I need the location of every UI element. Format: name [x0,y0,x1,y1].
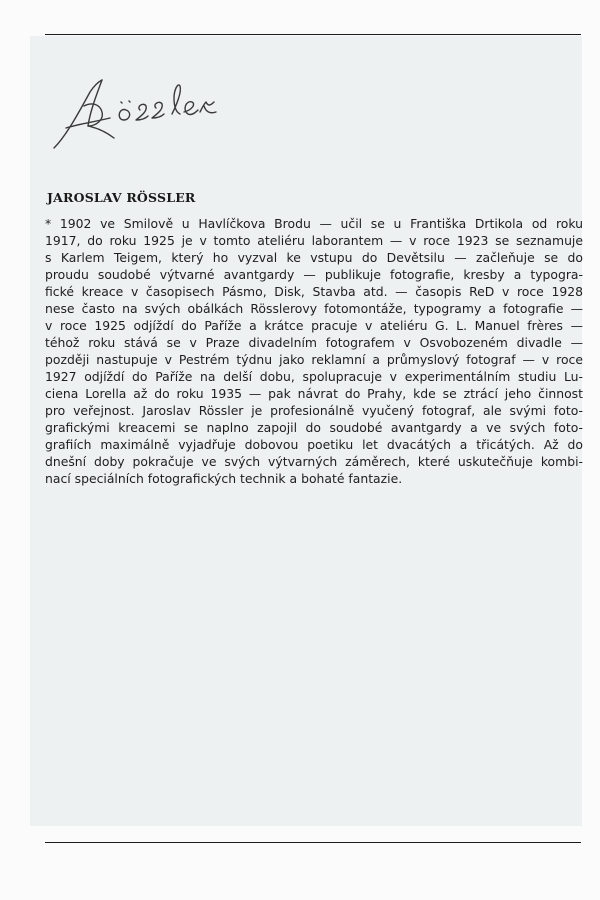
bio-line: později nastupuje v Pestrém týdnu jako reklamní a průmyslový fotograf — v roce [45,352,583,367]
bio-line: v roce 1925 odjíždí do Paříže a krátce pracuje v ateliéru G. L. Manuel frères — [45,318,583,333]
artist-name-heading: JAROSLAV RÖSSLER [47,190,196,205]
bio-line: nací speciálních fotografických technik a bohaté fantazie. [45,471,403,486]
bio-line: * 1902 ve Smilově u Havlíčkova Brodu — učil se u Františka Drtikola od roku [45,216,583,231]
bio-line: dnešní doby pokračuje ve svých výtvarných záměrech, které uskutečňuje kombi- [45,454,583,469]
bio-line: proudu soudobé výtvarné avantgardy — publikuje fotografie, kresby a typogra- [45,267,583,282]
bio-line: fické kreace v časopisech Pásmo, Disk, Stavba atd. — časopis ReD v roce 1928 [45,284,583,299]
bio-line: 1927 odjíždí do Paříže na delší dobu, spolupracuje v experimentálním studiu Lu- [45,369,583,384]
bio-line: grafickými kreacemi se naplno zapojil do soudobé avantgardy a ve svých foto- [45,420,583,435]
bio-line: ciena Lorella až do roku 1935 — pak návrat do Prahy, kde se ztrácí jeho činnost [45,386,583,401]
top-rule [45,34,581,35]
bio-line: pro veřejnost. Jaroslav Rössler je profesionálně vyučený fotograf, ale svými foto- [45,403,583,418]
bio-line: téhož roku stává se v Praze divadelním fotografem v Osvobozeném divadle — [45,335,583,350]
bio-line: grafiích maximálně vyjadřuje dobovou poetiku let dvacátých a třicátých. Až do [45,437,583,452]
bio-line: s Karlem Teigem, který ho vyzval ke vstupu do Devětsilu — začleňuje se do [45,250,583,265]
bio-line: nese často na svých obálkách Rösslerovy fotomontáže, typogramy a fotografie — [45,301,583,316]
bottom-rule [45,842,581,843]
biography-text [45,215,583,487]
signature-image [44,66,244,156]
bio-line: 1917, do roku 1925 je v tomto ateliéru laborantem — v roce 1923 se seznamuje [45,233,583,248]
